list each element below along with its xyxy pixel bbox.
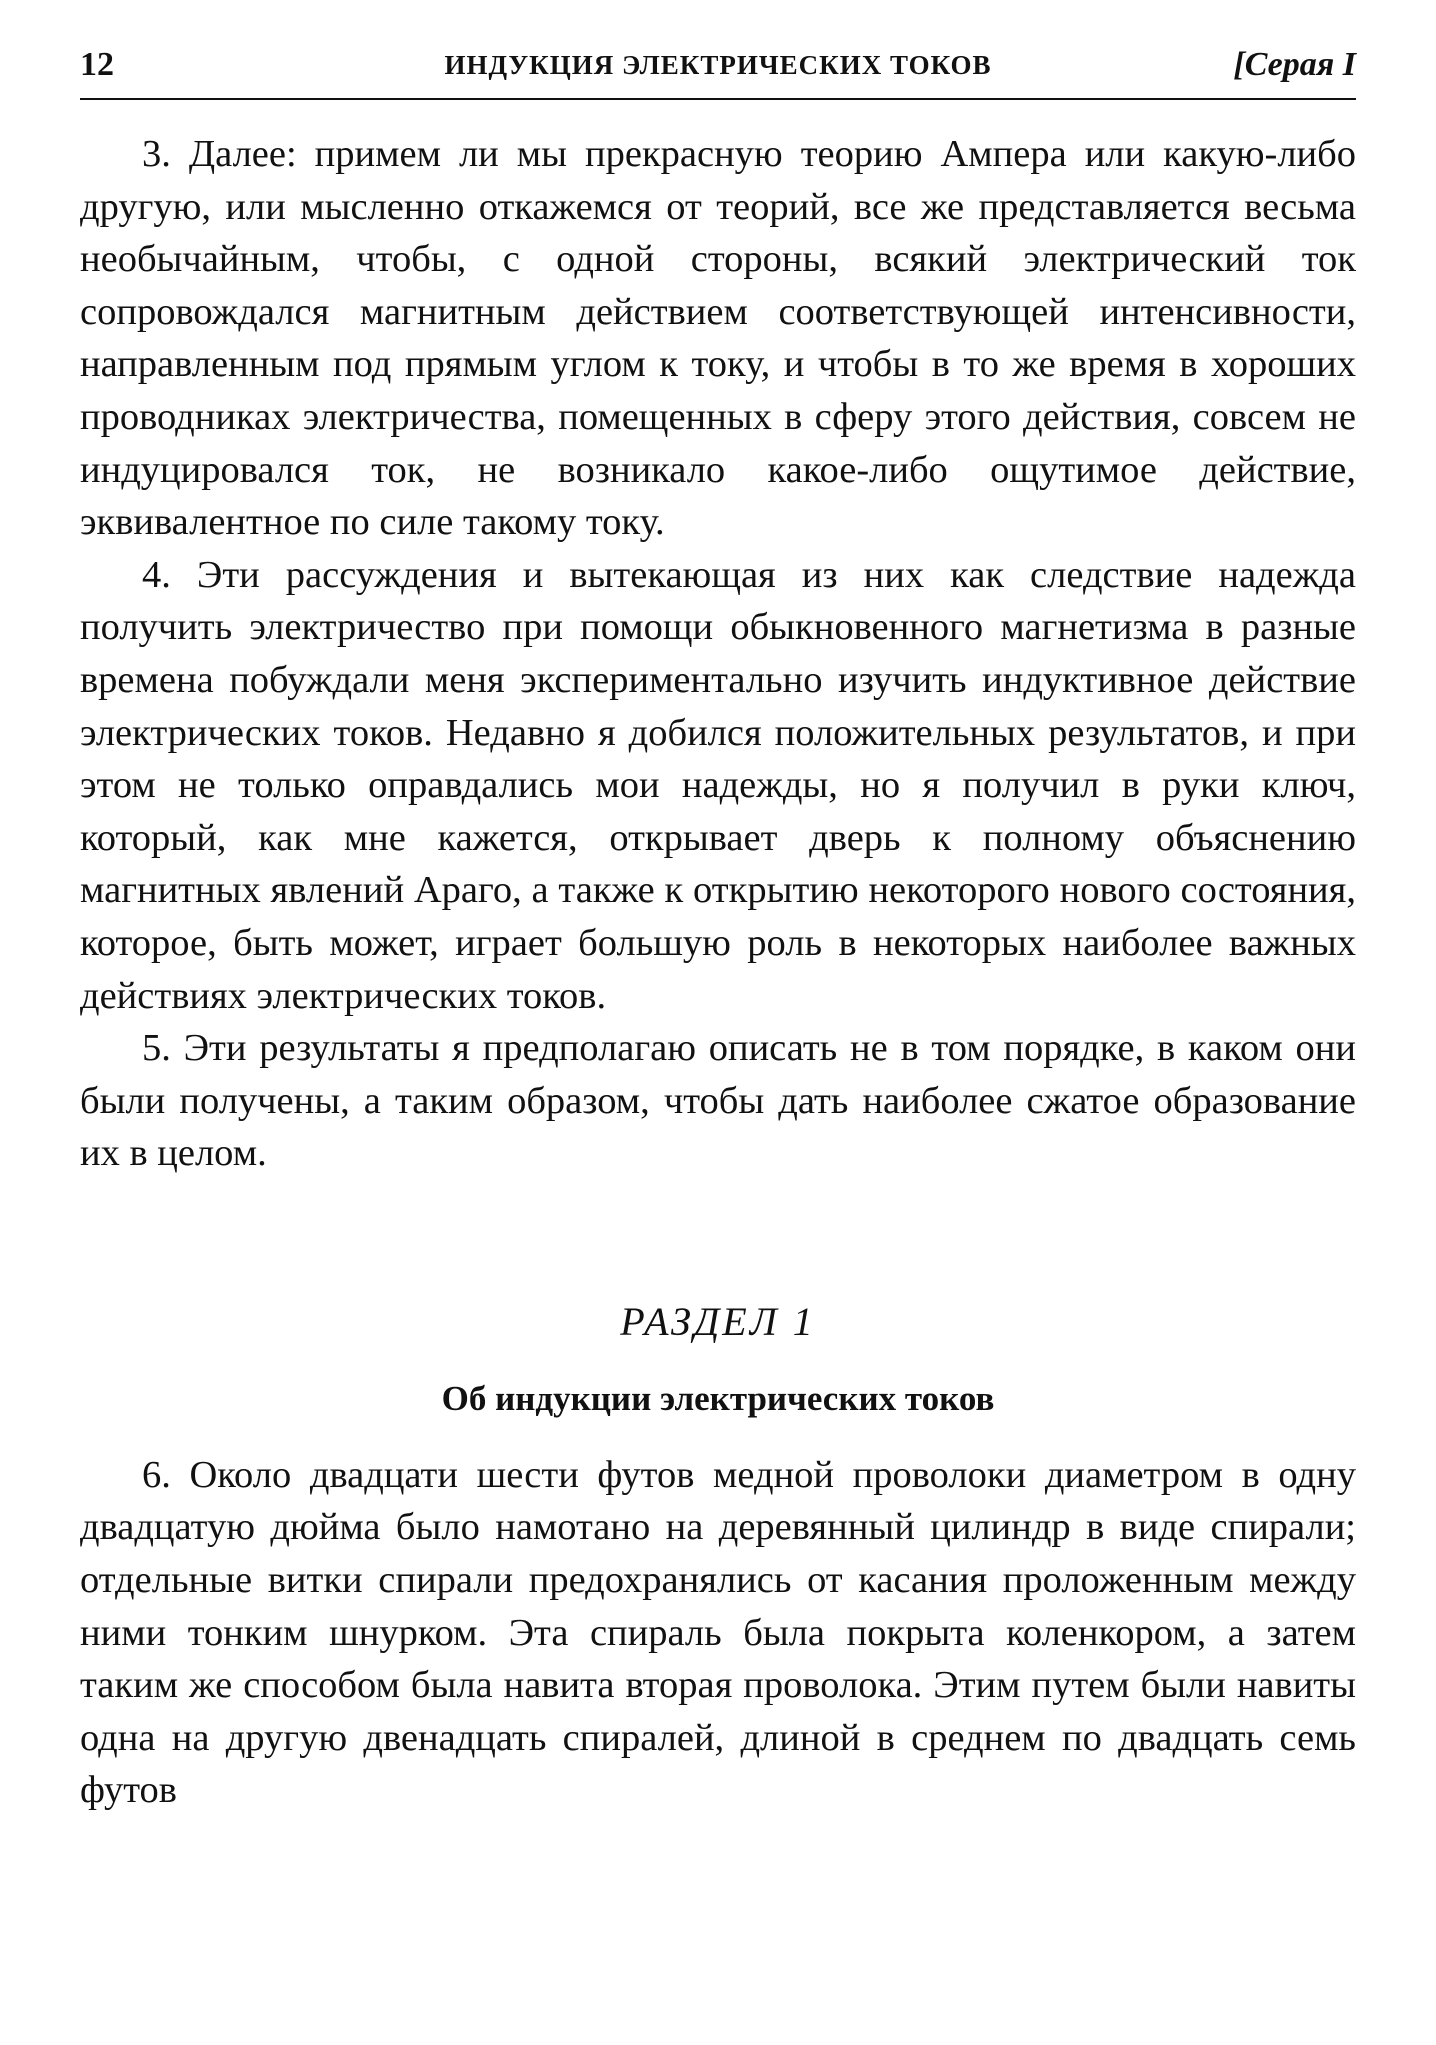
series-label: [Серая I — [1233, 46, 1356, 83]
page-number: 12 — [80, 46, 114, 83]
paragraph-4: 4. Эти рассуждения и вытекающая из них как следствие надежда получить электричество при помощи обыкновенного магнетизма в разные времена побуждали меня экспериментально изучить индуктивное действие электрических токов. Недавно я добился положительных результатов, и при этом не только оправдались мои надежды, но я получил в руки ключ, который, как мне кажется, открывает дверь к полному объяснению магнитных явлений Араго, а также к открытию некоторого нового состояния, которое, быть может, играет большую роль в некоторых наиболее важных действиях электрических токов. — [80, 553, 1356, 1017]
running-title: ИНДУКЦИЯ ЭЛЕКТРИЧЕСКИХ ТОКОВ — [444, 50, 992, 80]
paragraph-5: 5. Эти результаты я предполагаю описать не в том порядке, в каком они были получены, а таким образом, чтобы дать наиболее сжатое образование их в целом. — [80, 1027, 1356, 1175]
section-title: Об индукции электрических токов — [441, 1378, 995, 1418]
paragraph-6: 6. Около двадцати шести футов медной проволоки диаметром в одну двадцатую дюйма было намотано на деревянный цилиндр в виде спирали; отдельные витки спирали предохранялись от касания проложенным между ними тонким шнурком. Эта спираль была покрыта коленкором, а затем таким же способом была навита вторая проволока. Этим путем были навиты одна на другую двенадцать спиралей, длиной в среднем по двадцать семь футов — [80, 1453, 1356, 1812]
section-body — [80, 1449, 1356, 1817]
section-heading: РАЗДЕЛ 1 — [620, 1298, 816, 1344]
book-page — [80, 40, 1356, 1817]
paragraph-3: 3. Далее: примем ли мы прекрасную теорию Ампера или какую-либо другую, или мысленно откажемся от теорий, все же представляется весьма необычайным, чтобы, с одной стороны, всякий электрический ток сопровождался магнитным действием соответствующей интенсивности, направленным под прямым углом к току, и чтобы в то же время в хороших проводниках электричества, помещенных в сферу этого действия, совсем не индуцировался ток, не возникало какое-либо ощутимое действие, эквивалентное по силе такому току. — [80, 133, 1356, 544]
body-text — [80, 128, 1356, 1180]
running-header — [80, 40, 1356, 100]
